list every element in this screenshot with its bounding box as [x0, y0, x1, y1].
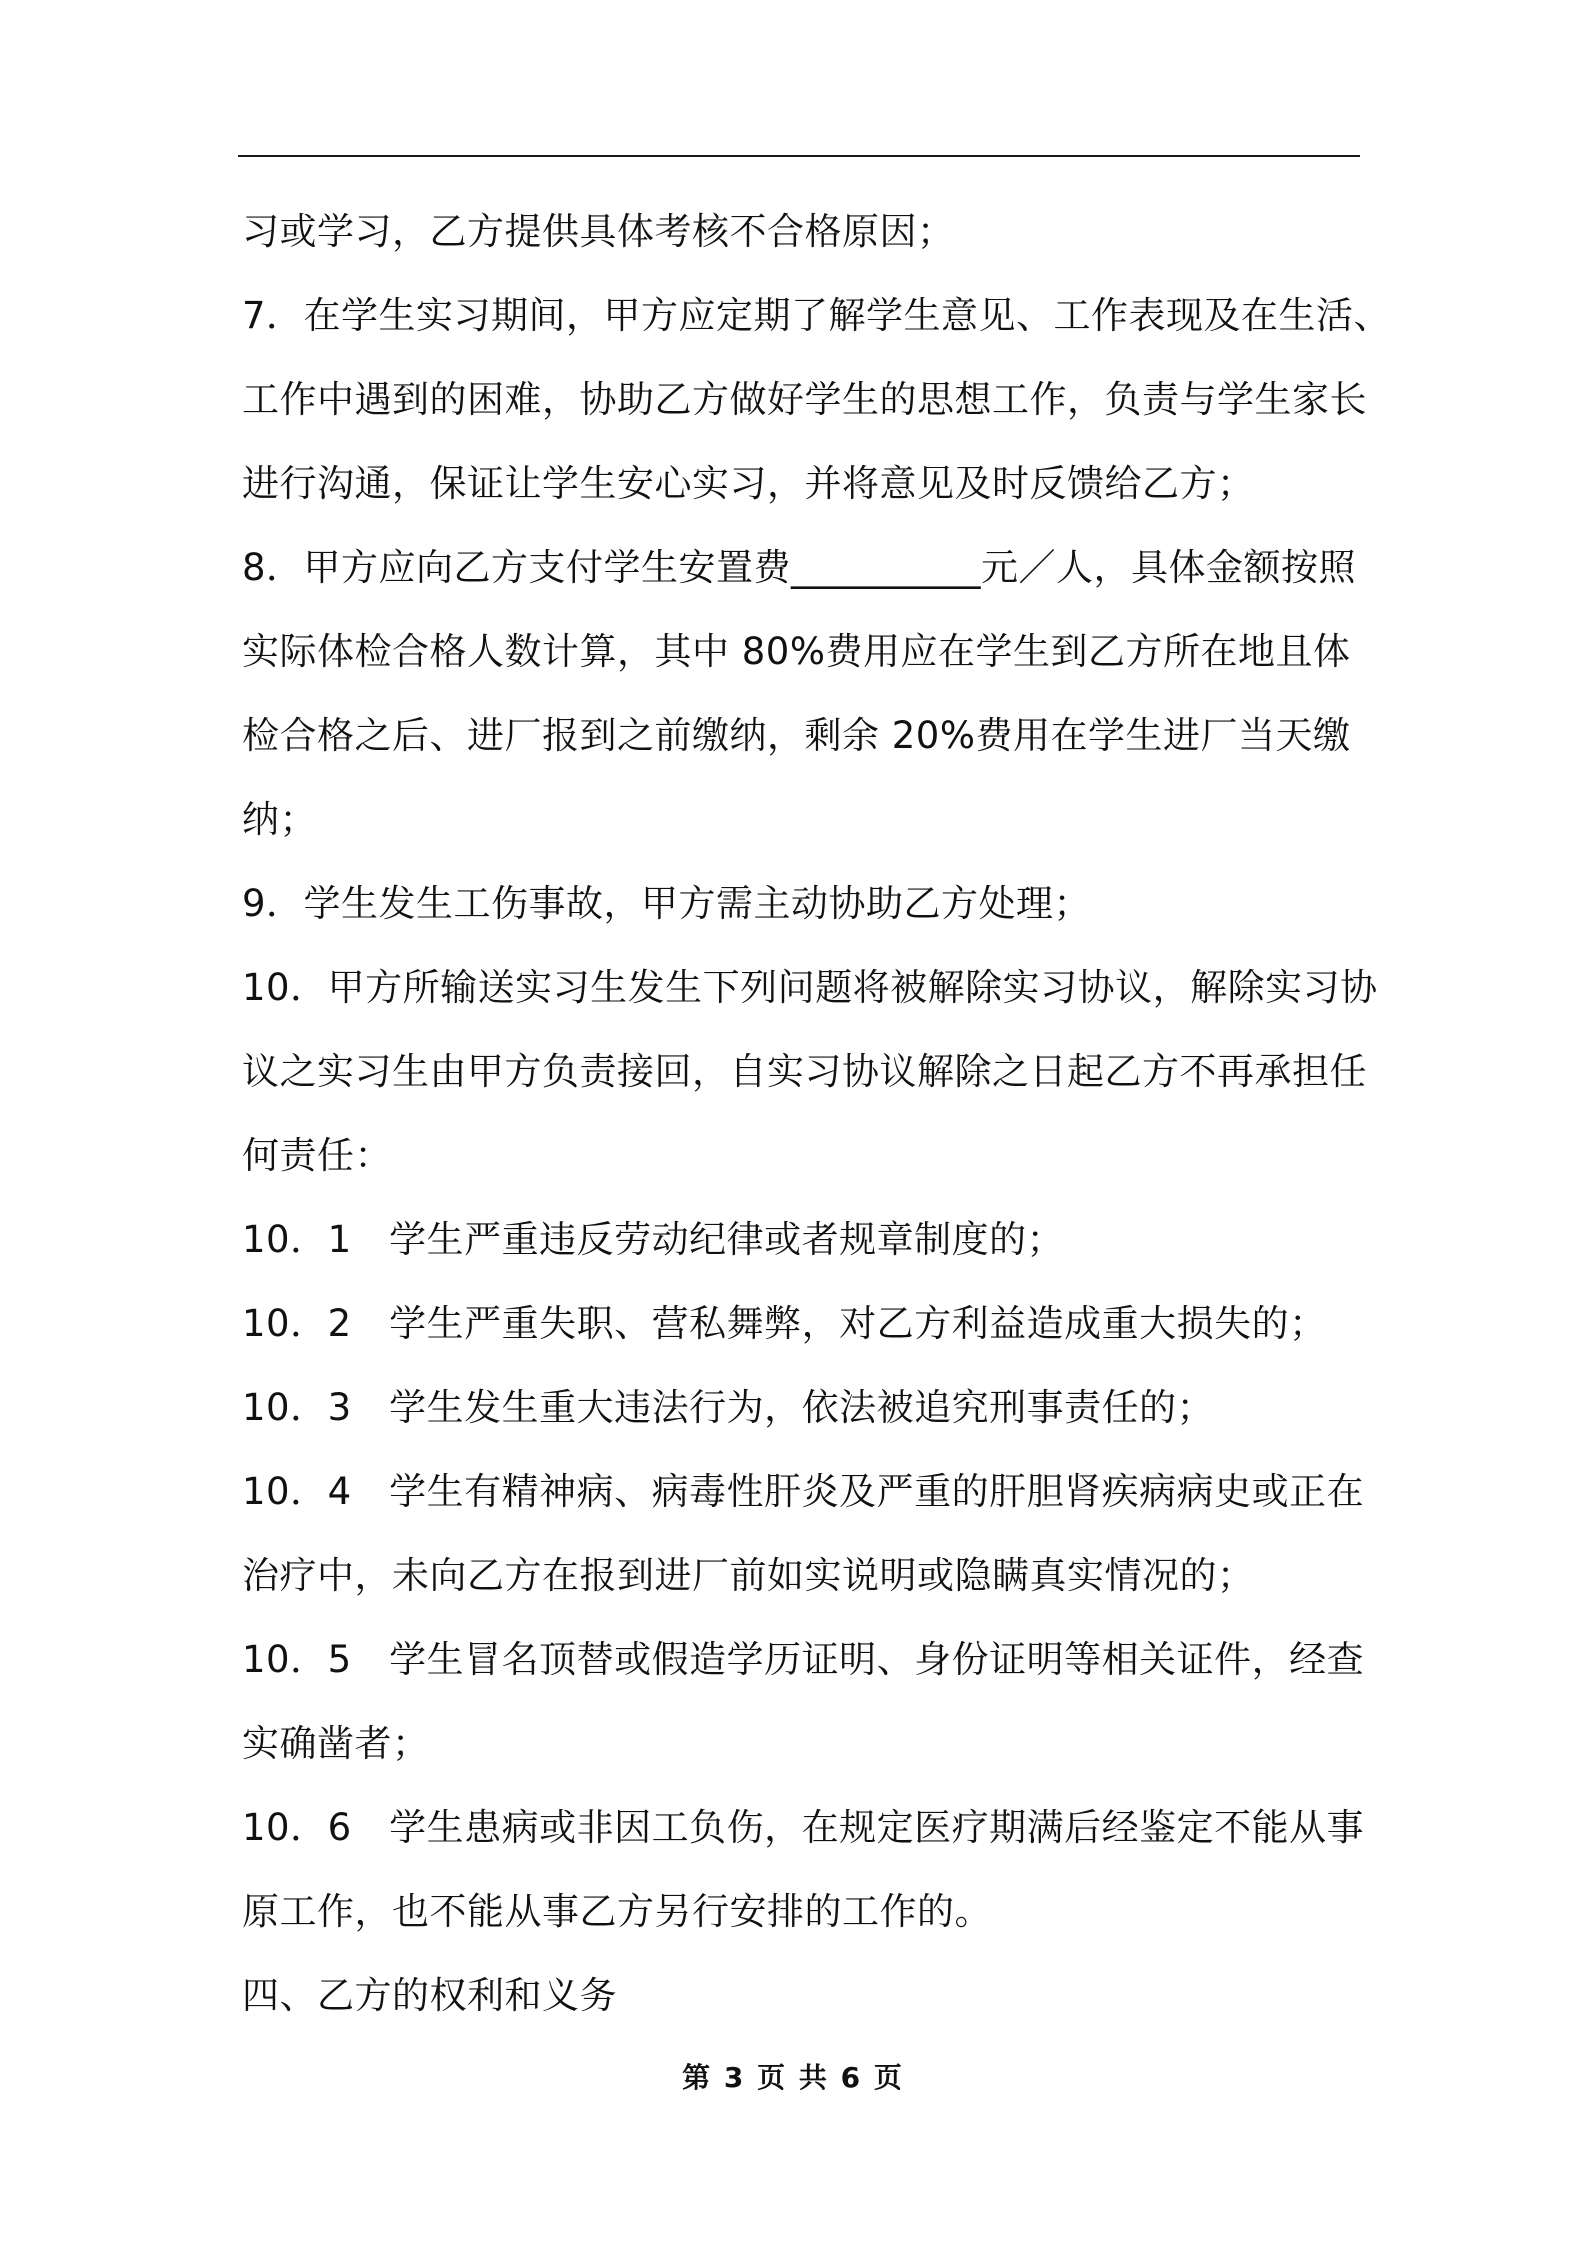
- text-line: 原工作，也不能从事乙方另行安排的工作的。: [242, 1890, 992, 1933]
- text-line: 10．5 学生冒名顶替或假造学历证明、身份证明等相关证件，经查: [242, 1638, 1365, 1681]
- text-line: 10．6 学生患病或非因工负伤，在规定医疗期满后经鉴定不能从事: [242, 1806, 1365, 1849]
- text-line: 10．4 学生有精神病、病毒性肝炎及严重的肝胆肾疾病病史或正在: [242, 1470, 1365, 1513]
- text-line: 实确凿者；: [242, 1722, 430, 1765]
- text-line: 议之实习生由甲方负责接回，自实习协议解除之日起乙方不再承担任: [242, 1050, 1367, 1093]
- text-line: 工作中遇到的困难，协助乙方做好学生的思想工作，负责与学生家长: [242, 378, 1367, 421]
- text-line: 10．2 学生严重失职、营私舞弊，对乙方利益造成重大损失的；: [242, 1302, 1327, 1345]
- document-body: [242, 202, 1392, 2050]
- text-line: 7．在学生实习期间，甲方应定期了解学生意见、工作表现及在生活、: [242, 294, 1392, 337]
- text-line: 纳；: [242, 798, 317, 841]
- section-heading: 四、乙方的权利和义务: [242, 1974, 617, 2017]
- text-line: 8．甲方应向乙方支付学生安置费__________元／人，具体金额按照: [242, 546, 1357, 589]
- text-line: 10．1 学生严重违反劳动纪律或者规章制度的；: [242, 1218, 1065, 1261]
- text-line: 习或学习，乙方提供具体考核不合格原因；: [242, 210, 955, 253]
- text-line: 检合格之后、进厂报到之前缴纳，剩余 20%费用在学生进厂当天缴: [242, 714, 1351, 757]
- header-rule: [238, 155, 1360, 157]
- text-line: 10．甲方所输送实习生发生下列问题将被解除实习协议，解除实习协: [242, 966, 1378, 1009]
- text-line: 10．3 学生发生重大违法行为，依法被追究刑事责任的；: [242, 1386, 1215, 1429]
- text-line: 治疗中，未向乙方在报到进厂前如实说明或隐瞒真实情况的；: [242, 1554, 1255, 1597]
- page-number: 第 3 页 共 6 页: [682, 2061, 904, 2094]
- text-line: 进行沟通，保证让学生安心实习，并将意见及时反馈给乙方；: [242, 462, 1255, 505]
- text-line: 9．学生发生工伤事故，甲方需主动协助乙方处理；: [242, 882, 1092, 925]
- text-line: 实际体检合格人数计算，其中 80%费用应在学生到乙方所在地且体: [242, 630, 1351, 673]
- text-line: 何责任：: [242, 1134, 392, 1177]
